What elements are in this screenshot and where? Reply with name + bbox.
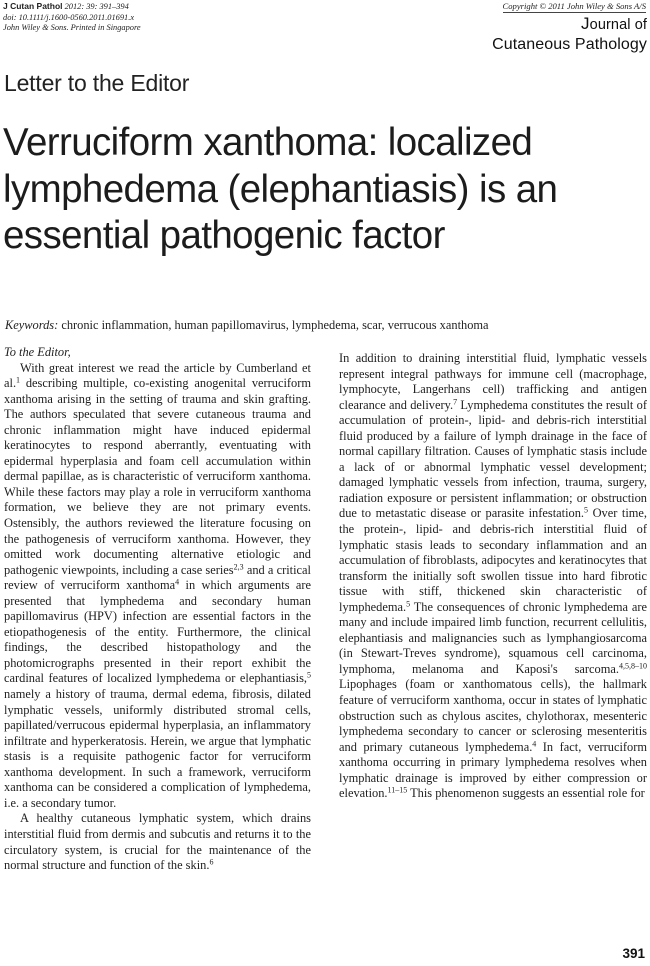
citation-ref: 5 [307,670,311,680]
citation-ref: 4 [175,577,180,587]
salutation: To the Editor, [4,345,71,359]
citation-ref: 2,3 [233,562,244,572]
doi: doi: 10.1111/j.1600-0560.2011.01691.x [3,12,135,22]
citation: 2012: 39: 391–394 [62,2,129,11]
publisher-line: John Wiley & Sons. Printed in Singapore [3,23,141,32]
page-number: 391 [622,946,645,961]
keywords-label: Keywords: [5,318,59,332]
journal-name-line2: Cutaneous Pathology [492,36,647,53]
citation-ref: 7 [453,397,458,407]
citation-line [3,1,141,13]
citation-ref: 6 [209,857,214,867]
section-label: Letter to the Editor [4,70,190,96]
journal-abbreviation: J Cutan Pathol [3,1,63,11]
body-column-left [4,345,311,874]
journal-name-rest: ournal of [589,17,647,33]
journal-name-initial: J [581,14,590,33]
citation-ref: 4,5,8–10 [619,661,647,671]
citation-ref: 5 [406,599,411,609]
keywords-text: chronic inflammation, human papillomavirus, lymphedema, scar, verrucous xanthoma [58,318,489,332]
paragraph-1: With great interest we read the article by Cumberland et al.$^1$ describing multiple, co-existing anogenital verruciform xanthoma arising in the setting of trauma and skin grafting. The authors speculated that severe cutaneous trauma and chronic inflammation might have induced epidermal keratinocytes to respond aberrantly, eventuating with epidermal hyperplasia and foam cell accumulation within dermal papillae, as is characteristic of verruciform xanthoma. While these factors may play a role in verruciform xanthoma formation, we believe they are not primary events. Ostensibly, the authors reviewed the literature focusing on the pathogenesis of verruciform xanthoma. However, they omitted work documenting alternative etiologic and pathogenic viewpoints, including a case series$^{2,3}$ and a critical review of verruciform xanthoma$^4$ in which arguments are presented that lymphedema and secondary human papillomavirus (HPV) infection are essential factors in the etiopathogenesis of the entity. Furthermore, the clinical findings, the described histopathology and the photomicrographs presented in their report exhibit the cardinal features of localized lymphedema or elephantiasis,$^5$ namely a history of trauma, dermal edema, fibrosis, dilated lymphatic vessels, uniformly distributed stromal cells, papillated/verrucous epidermal hyperplasia, an inflammatory infiltrate and hyperkeratosis. Herein, we argue that lymphatic stasis is a requisite pathogenic factor for verruciform xanthoma development. In such a framework, verruciform xanthoma can be considered a complication of lymphedema, i.e. a secondary tumor. [4,360,312,810]
article-title: Verruciform xanthoma: localized lymphedema (elephantiasis) is an essential pathogenic factor [3,121,558,257]
citation-ref: 1 [16,375,21,385]
body-column-right [339,351,647,802]
citation-block [3,1,141,34]
paragraph-2-start: A healthy cutaneous lymphatic system, which drains interstitial fluid from dermis and subcutis and returns it to the circulatory system, is crucial for the maintenance of the normal structure and function of the skin.$^6$ [4,811,311,873]
citation-ref: 5 [584,505,589,515]
citation-ref: 11–15 [387,785,408,795]
paragraph-2-continued: In addition to draining interstitial fluid, lymphatic vessels represent integral pathways for immune cell (macrophage, lymphocyte, Langerhans cell) trafficking and antigen clearance and delivery.$^7$ Lymphedema constitutes the result of accumulation of protein-, lipid- and debris-rich interstitial fluid produced by a failure of lymph drainage in the face of normal capillary filtration. Causes of lymphatic stasis include a lack of or abnormal lymphatic vessel development; damaged lymphatic vessels from infection, trauma, surgery, radiation exposure or persistent inflammation; or obstruction due to metastatic disease or parasite infestation.$^5$ Over time, the protein-, lipid- and debris-rich interstitial fluid of lymphatic stasis leads to secondary inflammation and an accumulation of fibroblasts, adipocytes and keratinocytes that transform the initially soft swollen tissue into hard fibrotic tissue with stiff, thickened skin characteristic of lymphedema.$^5$ The consequences of chronic lymphedema are many and include impaired limb function, recurrent cellulitis, elephantiasis and malignancies such as lymphangiosarcoma (in Stewart-Treves syndrome), squamous cell carcinoma, lymphoma, melanoma and Kaposi's sarcoma.$^{4,5,8-10}$ Lipophages (foam or xanthomatous cells), the hallmark feature of verruciform xanthoma, occur in states of lymphatic obstruction such as chylous ascites, chylothorax, mesenteric lymphedema secondary to cancer or sclerosing mesenteritis and primary cutaneous lymphedema.$^4$ In fact, verruciform xanthoma occurring in primary lymphedema resolves when lymphatic drainage is improved by either compression or elevation.$^{11-15}$ This phenomenon suggests an essential role for [339,351,647,801]
citation-ref: 4 [532,739,537,749]
keywords [5,318,489,333]
copyright: Copyright © 2011 John Wiley & Sons A/S [502,1,646,11]
journal-logo [492,14,647,54]
